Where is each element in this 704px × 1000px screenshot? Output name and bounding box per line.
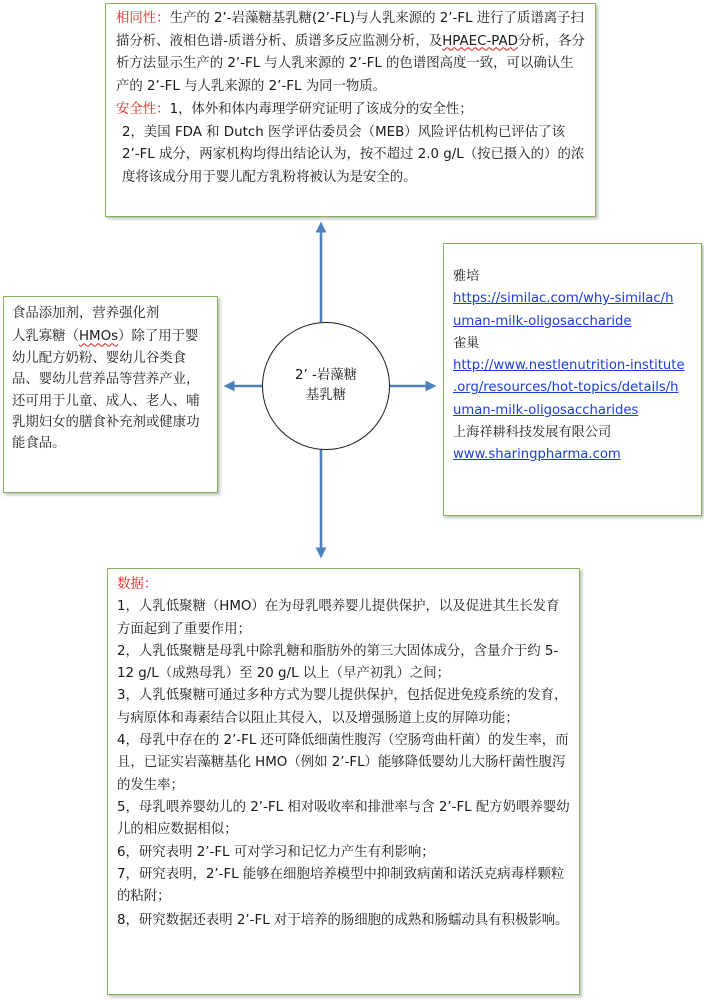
center-label-line-2: 基乳糖 — [305, 388, 347, 403]
link-nestle[interactable] — [453, 355, 695, 422]
safety-item-1: 1，体外和体内毒理学研究证明了该成分的安全性； — [169, 101, 473, 117]
identity-heading: 相同性： — [116, 11, 170, 26]
data-item: 6，研究表明 2’-FL 可对学习和记忆力产生有利影响； — [117, 844, 435, 860]
data-item: 1，人乳低聚糖（HMO）在为母乳喂养婴儿提供保护，以及促进其生长发育方面起到了重要作用； — [117, 599, 560, 637]
applications-text-2: ）除了用于婴幼儿配方奶粉、婴幼儿谷类食品、婴幼儿营养品等营养产业，还可用于儿童、成人、老人、哺乳期妇女的膳食补充剂或健康功能食品。 — [12, 329, 200, 452]
brand-nestle: 雀巢 — [453, 335, 480, 351]
suppliers-box — [443, 243, 702, 516]
data-heading: 数据： — [117, 577, 158, 592]
safety-paragraph — [116, 99, 585, 122]
hmo-abbr: HMOs — [78, 329, 119, 345]
link-nestle-line-2: .org/resources/hot-topics/details/h — [453, 380, 679, 396]
data-item: 8，研究数据还表明 2’-FL 对于培养的肠细胞的成熟和肠蠕动具有积极影响。 — [117, 913, 569, 929]
center-topic-label — [286, 366, 366, 406]
link-sharingpharma[interactable]: www.sharingpharma.com — [453, 447, 621, 463]
data-item: 2，人乳低聚糖是母乳中除乳糖和脂肪外的第三大固体成分，含量介于约 5-12 g/L（成熟母乳）至 20 g/L 以上（早产初乳）之间； — [117, 643, 559, 682]
applications-caption: 食品添加剂，营养强化剂 — [12, 306, 160, 321]
applications-text-1: 人乳寡糖（ — [12, 329, 79, 345]
brand-sharing: 上海祥耕科技发展有限公司 — [453, 425, 612, 441]
identity-paragraph — [116, 8, 585, 99]
center-label-line-1: 2’ -岩藻糖 — [294, 368, 358, 383]
data-item: 7，研究表明，2’-FL 能够在细胞培养模型中抑制致病菌和诺沃克病毒样颗粒的粘附； — [117, 866, 565, 905]
safety-item-2-text: 2，美国 FDA 和 Dutch 医学评估委员会（MEB）风险评估机构已评估了该 2’-FL 成分，两家机构均得出结论认为，按不超过 2.0 g/L（按已摄入的）的浓度将该成分用于婴儿配方乳粉将被认为是安全的。 — [122, 124, 585, 185]
safety-heading: 安全性： — [116, 101, 170, 117]
applications-text — [12, 326, 209, 454]
link-nestle-line-1: http://www.nestlenutrition-institute — [453, 358, 685, 374]
identity-text-2: 分析，各分析方法显示生产的 2’-FL 与人乳来源的 2’-FL 的色谱图高度一致，可以确认生产的 2’-FL 与人乳来源的 2’-FL 为同一物质。 — [116, 33, 585, 95]
data-box — [107, 568, 580, 995]
data-item: 5，母乳喂养婴幼儿的 2’-FL 相对吸收率和排泄率与含 2’-FL 配方奶喂养婴幼儿的相应数据相似； — [117, 799, 570, 838]
data-item: 4，母乳中存在的 2’-FL 还可降低细菌性腹泻（空肠弯曲杆菌）的发生率，而且，已证实岩藻糖基化 HMO（例如 2’-FL）能够降低婴幼儿大肠杆菌性腹泻的发生率； — [117, 733, 569, 793]
center-topic-node — [262, 322, 390, 450]
link-similac[interactable] — [453, 288, 695, 333]
identity-text-1: 生产的 2’-岩藻糖基乳糖(2’-FL)与人乳来源的 2’-FL 进行了质谱离子扫描分析、液相色谱-质谱分析、质谱多反应监测分析，及 — [116, 11, 584, 49]
applications-box — [3, 296, 218, 493]
safety-item-2 — [116, 122, 585, 190]
identity-method: HPAEC-PAD — [442, 33, 518, 49]
link-similac-line-2: uman-milk-oligosaccharide — [453, 313, 632, 329]
identity-safety-box — [105, 3, 596, 217]
brand-abbott: 雅培 — [453, 269, 480, 284]
link-nestle-line-3: uman-milk-oligosaccharides — [453, 402, 639, 418]
link-similac-line-1: https://similac.com/why-similac/h — [453, 291, 674, 307]
data-item: 3，人乳低聚糖可通过多种方式为婴儿提供保护，包括促进免疫系统的发育，与病原体和毒素结合以阻止其侵入，以及增强肠道上皮的屏障功能； — [117, 688, 568, 726]
